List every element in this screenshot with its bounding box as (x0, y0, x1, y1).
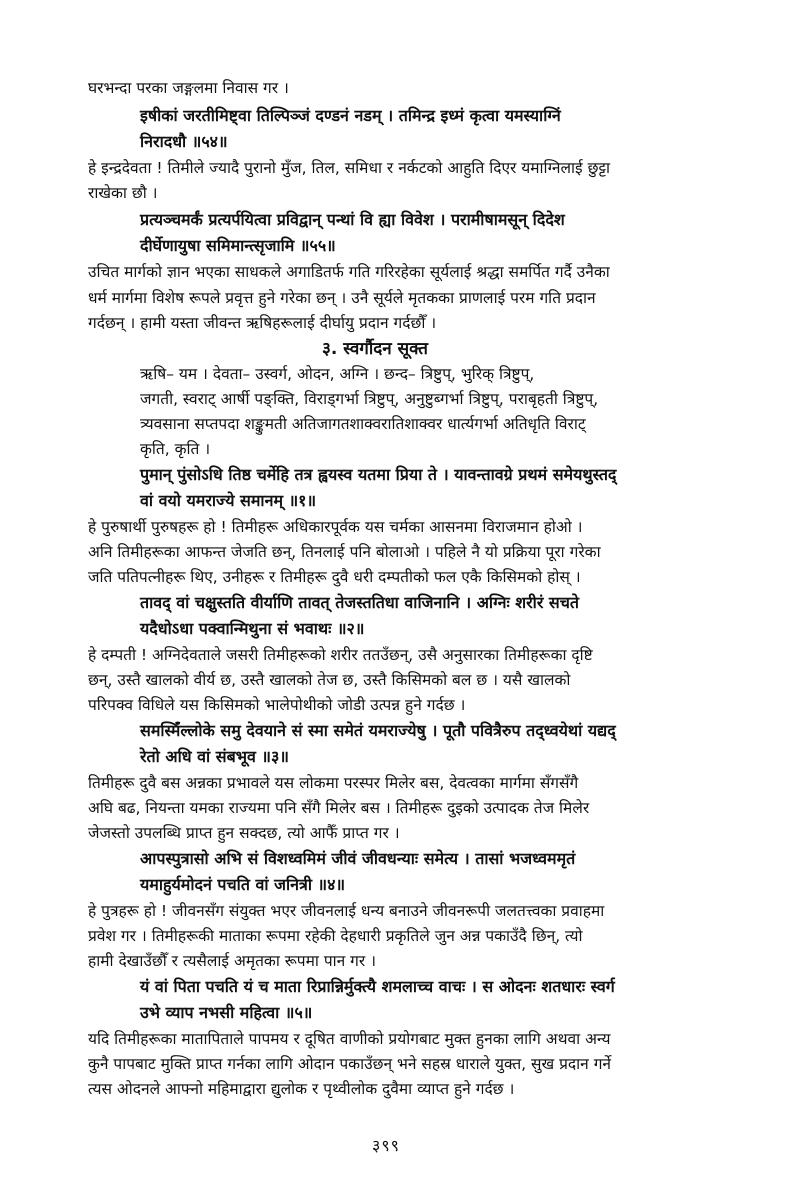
verse-line: यदैधोऽधा पक्वान्मिथुना सं भवाथः ॥२॥ (140, 619, 365, 638)
verse-line: यं वां पिता पचति यं च माता रिप्रान्निर्मुक्त्यै शमलाच्च वाचः । स ओदनः शतधारः स्वर्ग (140, 977, 615, 996)
page-number: ३९९ (372, 1136, 400, 1155)
meta-line: जगती, स्वराट् आर्षी पङ्क्ति, विराड्गर्भा त्रिष्टुप्, अनुष्टुब्गर्भा त्रिष्टुप्, पराबृहती त्रिष्टुप्, (140, 390, 599, 408)
translation-line: त्यस ओदनले आफ्नो महिमाद्वारा द्युलोक र पृथ्वीलोक दुवैमा व्याप्त हुने गर्दछ । (88, 1080, 515, 1098)
translation-line: हे इन्द्रदेवता ! तिमीले ज्यादै पुरानो मुँज, तिल, समिधा र नर्कटको आहुति दिएर यमाग्निलाई छुट्टा (88, 159, 611, 177)
verse-line: दीर्घेणायुषा समिमान्त्सृजामि ॥५५॥ (140, 236, 336, 255)
verse-line: इषीकां जरतीमिष्ट्वा तिल्पिञ्जं दण्डनं नडम् । तमिन्द्र इध्मं कृत्वा यमस्याग्निं (140, 106, 561, 125)
translation-line: अनि तिमीहरूका आफन्त जेजति छन्, तिनलाई पनि बोलाओ । पहिले नै यो प्रक्रिया पूरा गरेका (88, 543, 601, 561)
verse-line: प्रत्यञ्चमर्कं प्रत्यर्पयित्वा प्रविद्वान् पन्थां वि ह्या विवेश । परामीषामसून् दिदेश (140, 210, 565, 229)
translation-line: कुनै पापबाट मुक्ति प्राप्त गर्नका लागि ओदान पकाउँछन् भने सहस्र धाराले युक्त, सुख प्रदान गर्ने (88, 1055, 612, 1073)
text-line: घरभन्दा परका जङ्गलमा निवास गर । (88, 79, 289, 97)
translation-line: जेजस्तो उपलब्धि प्राप्त हुन सक्दछ, त्यो आफैँ प्राप्त गर । (88, 824, 400, 842)
translation-line: तिमीहरू दुवै बस अन्नका प्रभावले यस लोकमा परस्पर मिलेर बस, देवत्वका मार्गमा सँगसँगै (88, 774, 579, 792)
translation-line: परिपक्व विधिले यस किसिमको भालेपोथीको जोडी उत्पन्न हुने गर्दछ । (88, 696, 466, 714)
translation-line: हामी देखाउँछौँ र त्यसैलाई अमृतका रूपमा पान गर । (88, 952, 377, 970)
verse-line: आपस्पुत्रासो अभि सं विशध्वमिमं जीवं जीवधन्याः समेत्य । तासां भजध्वममृतं (140, 849, 576, 868)
verse-line: रेतो अधि वां संबभूव ॥३॥ (140, 747, 289, 766)
verse-line: तावद् वां चक्षुस्तति वीर्याणि तावत् तेजस्ततिधा वाजिनानि । अग्निः शरीरं सचते (140, 593, 580, 612)
section-title: ३. स्वर्गौदन सूक्त (322, 339, 428, 359)
verse-line: पुमान् पुंसोऽधि तिष्ठ चर्मेहि तत्र ह्वयस्व यतमा प्रिया ते । यावन्तावग्रे प्रथमं समेयथुस्तद् (140, 465, 617, 484)
verse-line: वां वयो यमराज्ये समानम् ॥१॥ (140, 491, 317, 510)
translation-line: धर्म मार्गमा विशेष रूपले प्रवृत्त हुने गरेका छन् । उनै सूर्यले मृतकका प्राणलाई परम गति प्रदान (88, 289, 596, 307)
translation-line: उचित मार्गको ज्ञान भएका साधकले अगाडितर्फ गति गरिरहेका सूर्यलाई श्रद्धा समर्पित गर्दै उनैका (88, 263, 610, 281)
verse-line: यमाहुर्यमोदनं पचति वां जनित्री ॥४॥ (140, 875, 346, 894)
translation-line: हे दम्पती ! अग्निदेवताले जसरी तिमीहरूको शरीर ततउँछन्, उसै अनुसारका तिमीहरूका दृष्टि (88, 646, 593, 664)
translation-line: राखेका छौ । (88, 184, 158, 202)
meta-line: ऋषि– यम । देवता– उस्वर्ग, ओदन, अग्नि । छन्द– त्रिष्टुप्, भुरिक् त्रिष्टुप्, (140, 365, 535, 383)
translation-line: जति पतिपत्नीहरू थिए, उनीहरू र तिमीहरू दुवै धरी दम्पतीको फल एकै किसिमको होस् । (88, 568, 581, 586)
translation-line: हे पुत्रहरू हो ! जीवनसँग संयुक्त भएर जीवनलाई धन्य बनाउने जीवनरूपी जलतत्त्वका प्रवाहमा (88, 902, 605, 920)
verse-line: निरादधौ ॥५४॥ (140, 132, 228, 151)
translation-line: छन्, उस्तै खालको वीर्य छ, उस्तै खालको तेज छ, उस्तै किसिमको बल छ । यसै खालको (88, 671, 571, 689)
translation-line: प्रवेश गर । तिमीहरूकी माताका रूपमा रहेकी देहधारी प्रकृतिले जुन अन्न पकाउँदै छिन्, त्यो (88, 927, 583, 945)
meta-line: कृति, कृति । (140, 440, 211, 458)
translation-line: हे पुरुषार्थी पुरुषहरू हो ! तिमीहरू अधिकारपूर्वक यस चर्मका आसनमा विराजमान होओ । (88, 518, 583, 536)
translation-line: अघि बढ, नियन्ता यमका राज्यमा पनि सँगै मिलेर बस । तिमीहरू दुइको उत्पादक तेज मिलेर (88, 799, 590, 817)
translation-line: गर्दछन् । हामी यस्ता जीवन्त ऋषिहरूलाई दीर्घायु प्रदान गर्दछौँ । (88, 314, 437, 332)
translation-line: यदि तिमीहरूका मातापिताले पापमय र दूषित वाणीको प्रयोगबाट मुक्त हुनका लागि अथवा अन्य (88, 1030, 611, 1048)
verse-line: उभे व्याप नभसी महित्वा ॥५॥ (140, 1003, 313, 1022)
verse-line: समस्मिँल्लोके समु देवयाने सं स्मा समेतं यमराज्येषु । पूतौ पवित्रैरुप तद्ध्वयेथां यद्यद् (140, 721, 616, 740)
meta-line: त्र्यवसाना सप्तपदा शङ्कुमती अतिजागतशाक्वरातिशाक्वर धार्त्यगर्भा अतिधृति विराट् (140, 415, 586, 433)
